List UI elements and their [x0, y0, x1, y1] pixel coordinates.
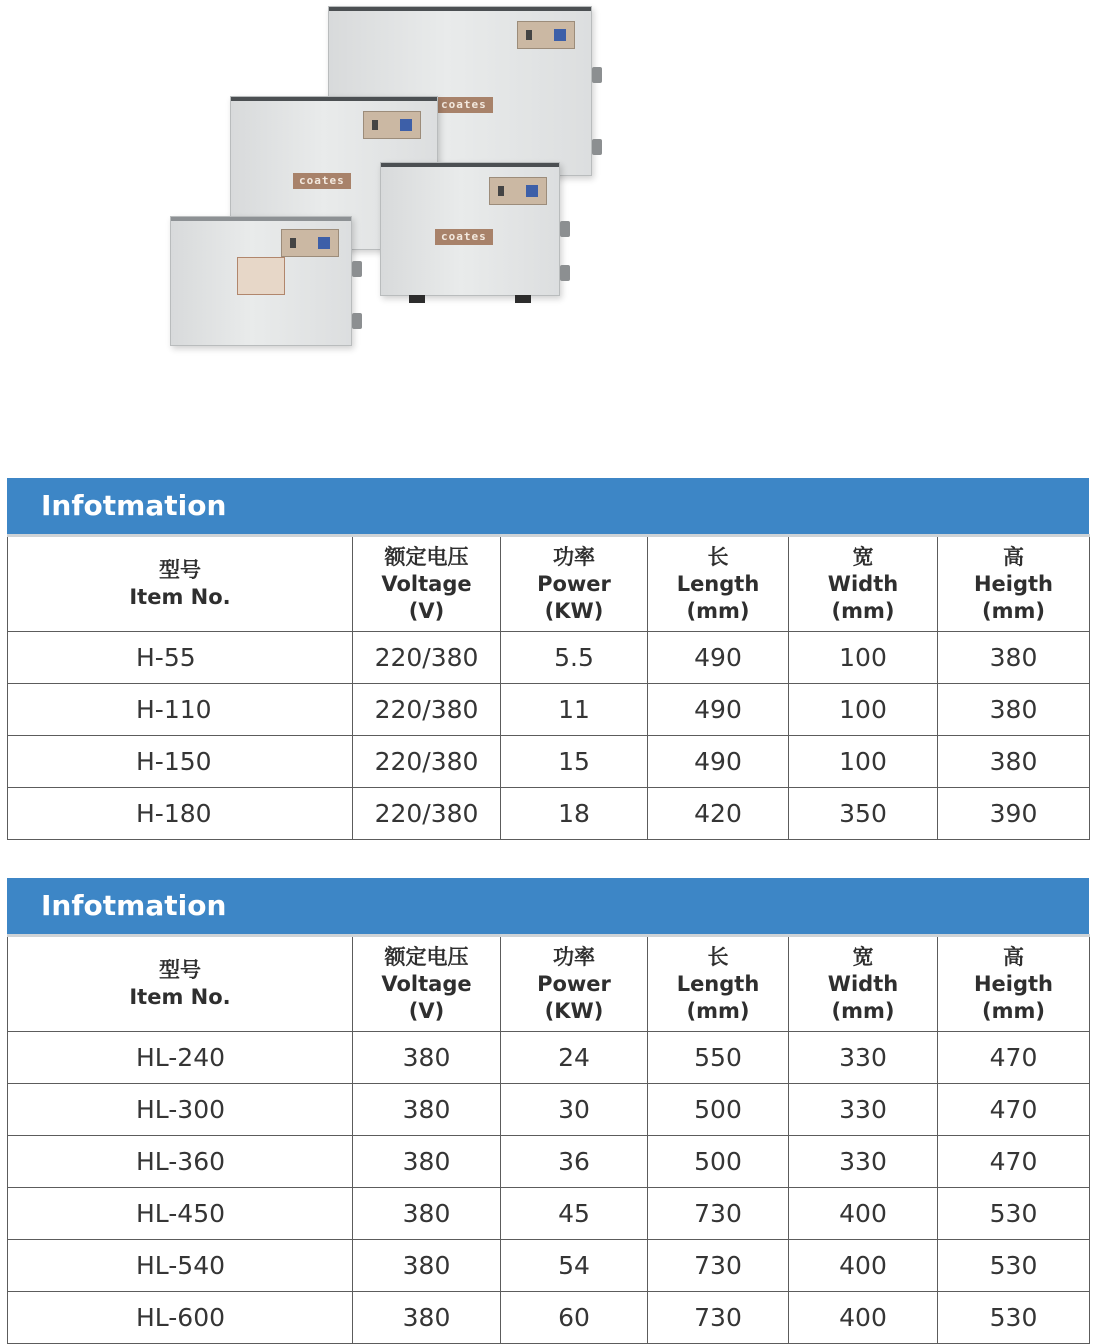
cell-width: 100: [789, 736, 938, 788]
section-header: [7, 478, 1089, 534]
cell-item-no: HL-540: [8, 1240, 353, 1292]
cell-height: 530: [938, 1188, 1090, 1240]
header-height: 高 Heigth (mm): [938, 536, 1090, 632]
section-header: [7, 878, 1089, 934]
cell-item-no: HL-300: [8, 1084, 353, 1136]
cell-item-no: H-110: [8, 684, 353, 736]
cell-item-no: HL-360: [8, 1136, 353, 1188]
cell-power: 54: [501, 1240, 648, 1292]
table-header-row: [8, 536, 1090, 632]
cell-power: 24: [501, 1032, 648, 1084]
spec-table-hl: [7, 934, 1090, 1344]
cell-height: 470: [938, 1032, 1090, 1084]
cell-width: 400: [789, 1292, 938, 1344]
cell-length: 730: [648, 1188, 789, 1240]
cell-width: 350: [789, 788, 938, 840]
cell-length: 730: [648, 1240, 789, 1292]
cell-item-no: HL-600: [8, 1292, 353, 1344]
cell-voltage: 220/380: [353, 632, 501, 684]
spec-section-h: [7, 478, 1089, 840]
cell-length: 550: [648, 1032, 789, 1084]
cell-power: 60: [501, 1292, 648, 1344]
cell-voltage: 220/380: [353, 736, 501, 788]
table-row: [8, 684, 1090, 736]
cell-voltage: 380: [353, 1240, 501, 1292]
cell-power: 45: [501, 1188, 648, 1240]
table-row: [8, 1188, 1090, 1240]
cell-power: 5.5: [501, 632, 648, 684]
cell-length: 500: [648, 1136, 789, 1188]
table-row: [8, 1136, 1090, 1188]
product-photo: [160, 0, 620, 360]
table-row: [8, 1084, 1090, 1136]
cell-length: 490: [648, 684, 789, 736]
cell-length: 500: [648, 1084, 789, 1136]
brand-label: coates: [435, 97, 493, 113]
cell-power: 11: [501, 684, 648, 736]
header-length: 长 Length (mm): [648, 936, 789, 1032]
cell-height: 470: [938, 1084, 1090, 1136]
section-title: Infotmation: [41, 489, 227, 522]
header-length: 长 Length (mm): [648, 536, 789, 632]
header-voltage: 额定电压 Voltage (V): [353, 536, 501, 632]
cell-power: 30: [501, 1084, 648, 1136]
header-power: 功率 Power (KW): [501, 536, 648, 632]
cell-length: 420: [648, 788, 789, 840]
cell-width: 330: [789, 1136, 938, 1188]
cell-height: 530: [938, 1240, 1090, 1292]
cell-width: 330: [789, 1084, 938, 1136]
cell-item-no: H-180: [8, 788, 353, 840]
header-power: 功率 Power (KW): [501, 936, 648, 1032]
cell-voltage: 380: [353, 1136, 501, 1188]
brand-label: coates: [435, 229, 493, 245]
cell-power: 18: [501, 788, 648, 840]
cell-width: 100: [789, 684, 938, 736]
cell-width: 400: [789, 1188, 938, 1240]
medium-heater-right: [380, 162, 560, 296]
table-row: [8, 788, 1090, 840]
cell-length: 490: [648, 736, 789, 788]
header-item-no: 型号 Item No.: [8, 936, 353, 1032]
header-width: 宽 Width (mm): [789, 936, 938, 1032]
header-voltage: 额定电压 Voltage (V): [353, 936, 501, 1032]
cell-height: 390: [938, 788, 1090, 840]
cell-voltage: 220/380: [353, 788, 501, 840]
cell-length: 490: [648, 632, 789, 684]
cell-length: 730: [648, 1292, 789, 1344]
spec-table-h: [7, 534, 1090, 840]
cell-power: 15: [501, 736, 648, 788]
cell-width: 330: [789, 1032, 938, 1084]
small-heater: [170, 216, 352, 346]
table-header-row: [8, 936, 1090, 1032]
section-title: Infotmation: [41, 889, 227, 922]
table-row: [8, 632, 1090, 684]
cell-height: 380: [938, 632, 1090, 684]
table-row: [8, 1292, 1090, 1344]
cell-height: 470: [938, 1136, 1090, 1188]
cell-voltage: 380: [353, 1292, 501, 1344]
spec-section-hl: [7, 878, 1089, 1344]
table-row: [8, 1032, 1090, 1084]
cell-height: 530: [938, 1292, 1090, 1344]
header-height: 高 Heigth (mm): [938, 936, 1090, 1032]
brand-label: coates: [293, 173, 351, 189]
table-row: [8, 736, 1090, 788]
cell-power: 36: [501, 1136, 648, 1188]
cell-voltage: 380: [353, 1032, 501, 1084]
cell-width: 100: [789, 632, 938, 684]
cell-height: 380: [938, 684, 1090, 736]
cell-height: 380: [938, 736, 1090, 788]
cell-item-no: H-55: [8, 632, 353, 684]
cell-item-no: H-150: [8, 736, 353, 788]
cell-voltage: 380: [353, 1188, 501, 1240]
table-row: [8, 1240, 1090, 1292]
header-item-no: 型号 Item No.: [8, 536, 353, 632]
cell-item-no: HL-240: [8, 1032, 353, 1084]
warning-label-icon: [237, 257, 285, 295]
cell-width: 400: [789, 1240, 938, 1292]
header-width: 宽 Width (mm): [789, 536, 938, 632]
cell-voltage: 220/380: [353, 684, 501, 736]
cell-item-no: HL-450: [8, 1188, 353, 1240]
cell-voltage: 380: [353, 1084, 501, 1136]
